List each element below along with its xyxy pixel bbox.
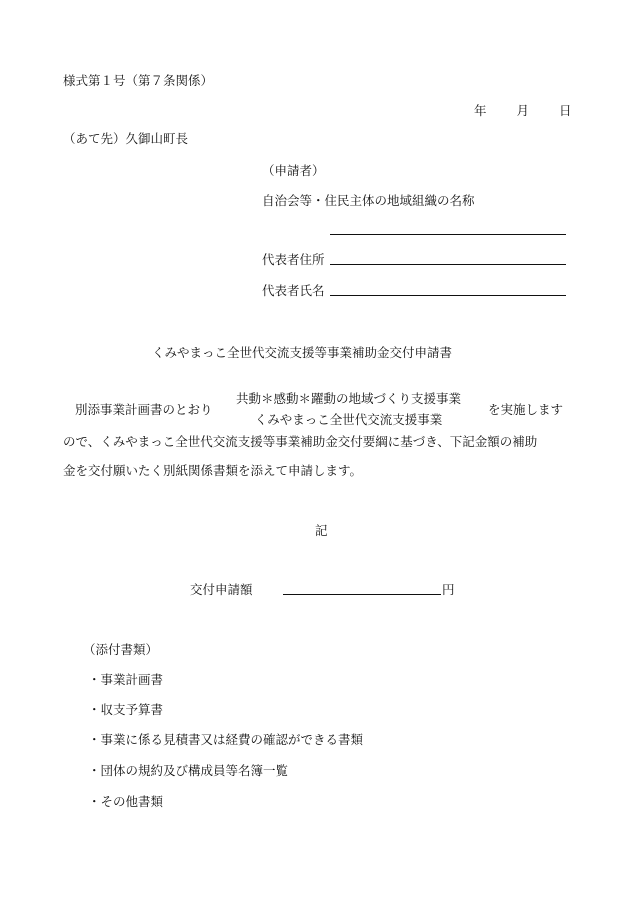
body-tail: を実施します — [488, 402, 564, 417]
representative-name-line — [330, 295, 566, 296]
ki-mark: 記 — [315, 523, 328, 538]
form-number: 様式第１号（第７条関係） — [63, 73, 214, 88]
attachment-item: ・その他書類 — [88, 794, 164, 809]
project-option-1: 共動＊感動＊躍動の地域づくり支援事業 — [235, 391, 461, 406]
body-line-2: ので、くみやまっこ全世代交流支援等事業補助金交付要綱に基づき、下記金額の補助 — [63, 434, 538, 449]
project-option-2: くみやまっこ全世代交流支援事業 — [254, 412, 443, 427]
representative-address-label: 代表者住所 — [262, 252, 325, 267]
date-line — [474, 101, 572, 119]
date-month: 月 — [516, 103, 530, 118]
attachments-heading: （添付書類） — [83, 642, 159, 657]
attachment-item: ・事業に係る見積書又は経費の確認ができる書類 — [88, 732, 364, 747]
date-day: 日 — [559, 103, 572, 118]
body-lead: 別添事業計画書のとおり — [75, 402, 213, 417]
org-name-line — [330, 234, 566, 235]
org-name-label: 自治会等・住民主体の地域組織の名称 — [262, 193, 475, 208]
attachment-item: ・団体の規約及び構成員等名簿一覧 — [88, 763, 289, 778]
applicant-heading: （申請者） — [262, 163, 325, 178]
addressee: （あて先）久御山町長 — [63, 131, 189, 146]
amount-unit: 円 — [442, 582, 455, 597]
attachment-item: ・事業計画書 — [88, 672, 164, 687]
amount-label: 交付申請額 — [190, 582, 253, 597]
representative-address-line — [330, 264, 566, 265]
date-year: 年 — [474, 103, 487, 118]
representative-name-label: 代表者氏名 — [262, 283, 325, 298]
amount-line — [283, 594, 441, 595]
document-title: くみやまっこ全世代交流支援等事業補助金交付申請書 — [152, 345, 453, 360]
body-line-3: 金を交付願いたく別紙関係書類を添えて申請します。 — [63, 463, 363, 478]
attachment-item: ・収支予算書 — [88, 702, 164, 717]
